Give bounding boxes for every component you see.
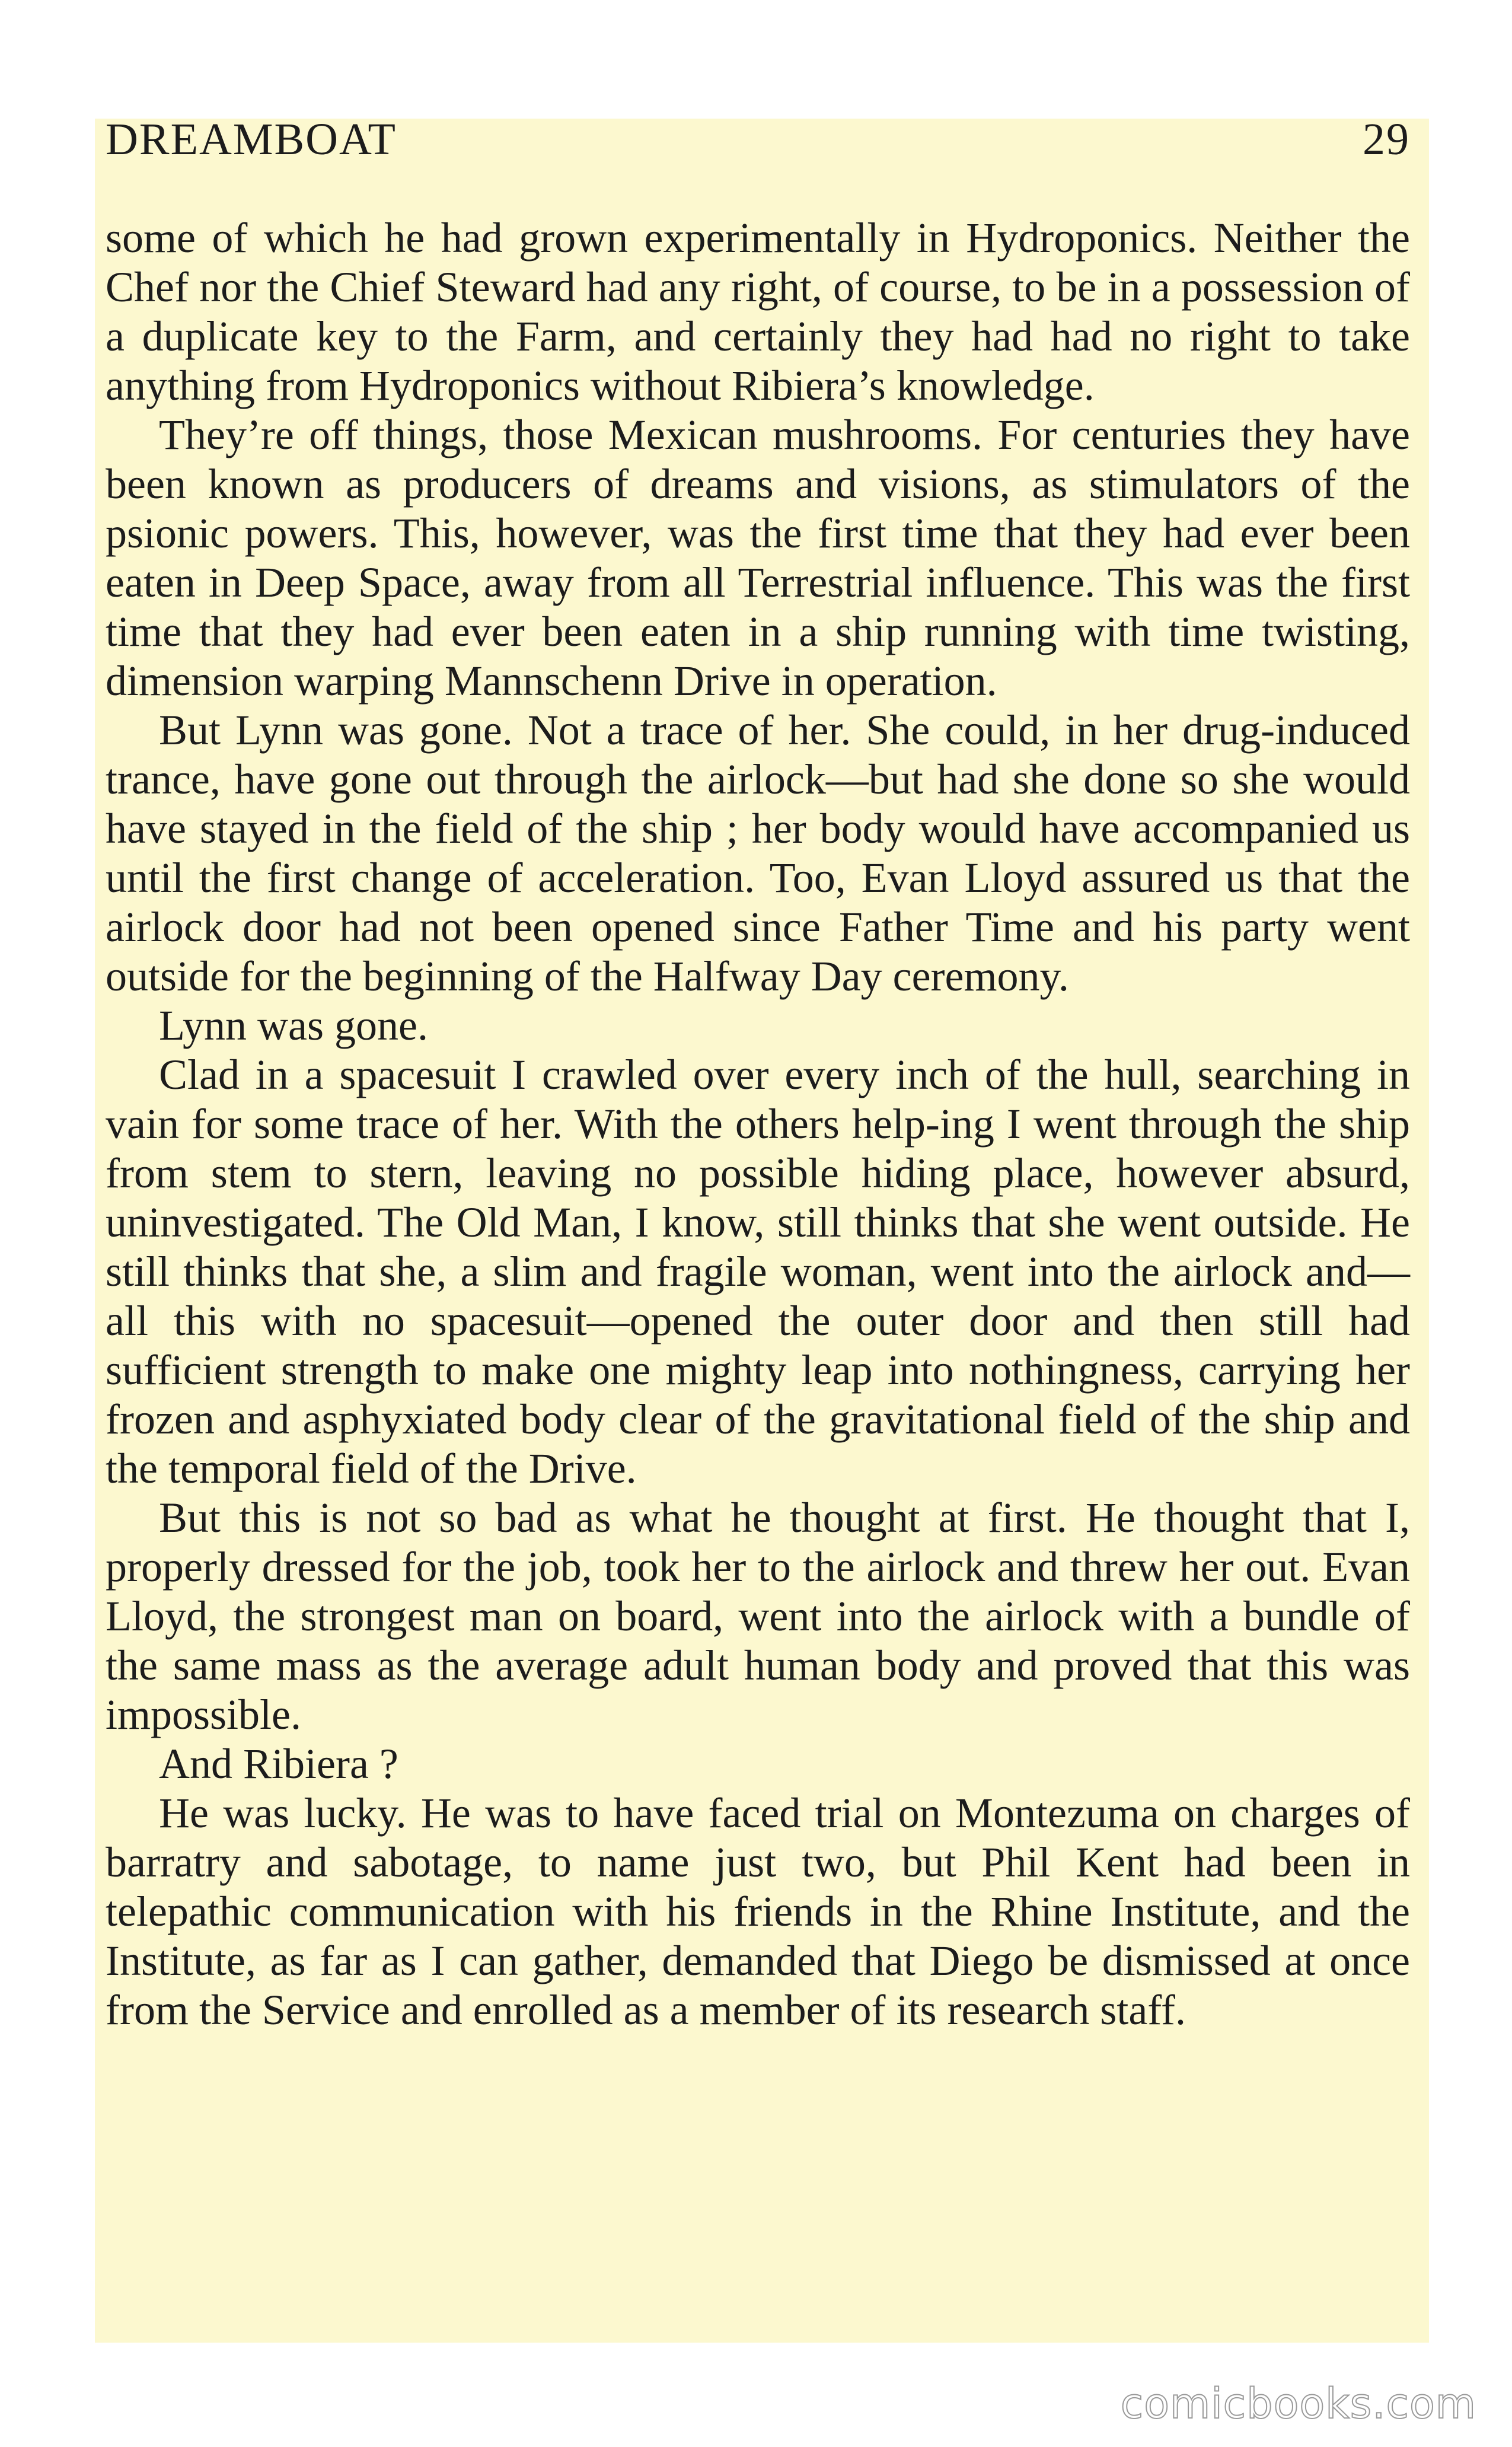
page-number: 29 (1363, 114, 1410, 164)
paragraph: some of which he had grown experimentally in Hydroponics. Neither the Chef nor the Chief Steward had any right, of course, to be in a possession of a duplicate key to the Farm, and certainly they had had no right to take anything from Hydroponics without Ribiera’s knowledge. (106, 214, 1410, 409)
paragraph: Lynn was gone. (159, 1002, 428, 1049)
page-header (106, 113, 1410, 166)
watermark: comicbooks.com (1120, 2379, 1476, 2428)
paragraph: He was lucky. He was to have faced trial on Montezuma on charges of barratry and sabotage, to name just two, but Phil Kent had been in telepathic communication with his friends in the Rhine Institute, and the Institute, as far as I can gather, demanded that Diego be dismissed at once from the Service and enrolled as a member of its research staff. (106, 1789, 1410, 2034)
body-text (106, 214, 1410, 2035)
paragraph: But this is not so bad as what he thought at first. He thought that I, properly dressed for the job, took her to the airlock and threw her out. Evan Lloyd, the strongest man on board, went into the airlock with a bundle of the same mass as the average adult human body and proved that this was impossible. (106, 1494, 1410, 1738)
paragraph: Clad in a spacesuit I crawled over every inch of the hull, searching in vain for some trace of her. With the others help-ing I went through the ship from stem to stern, leaving no possible hiding place, however absurd, uninvestigated. The Old Man, I know, still thinks that she went outside. He still thinks that she, a slim and fragile woman, went into the airlock and—all this with no spacesuit—opened the outer door and then still had sufficient strength to make one mighty leap into nothingness, carrying her frozen and asphyxiated body clear of the gravitational field of the ship and the temporal field of the Drive. (106, 1051, 1410, 1492)
paragraph: They’re off things, those Mexican mushrooms. For centuries they have been known as producers of dreams and visions, as stimulators of the psionic powers. This, however, was the first time that they had ever been eaten in Deep Space, away from all Terrestrial influence. This was the first time that they had ever been eaten in a ship running with time twisting, dimension warping Mannschenn Drive in operation. (106, 411, 1410, 705)
paragraph: But Lynn was gone. Not a trace of her. She could, in her drug-induced trance, have gone out through the airlock—but had she done so she would have stayed in the field of the ship ; her body would have accompanied us until the first change of acceleration. Too, Evan Lloyd assured us that the airlock door had not been opened since Father Time and his party went outside for the beginning of the Halfway Day ceremony. (106, 706, 1410, 1000)
paragraph: And Ribiera ? (159, 1740, 398, 1788)
running-head: DREAMBOAT (106, 114, 397, 164)
